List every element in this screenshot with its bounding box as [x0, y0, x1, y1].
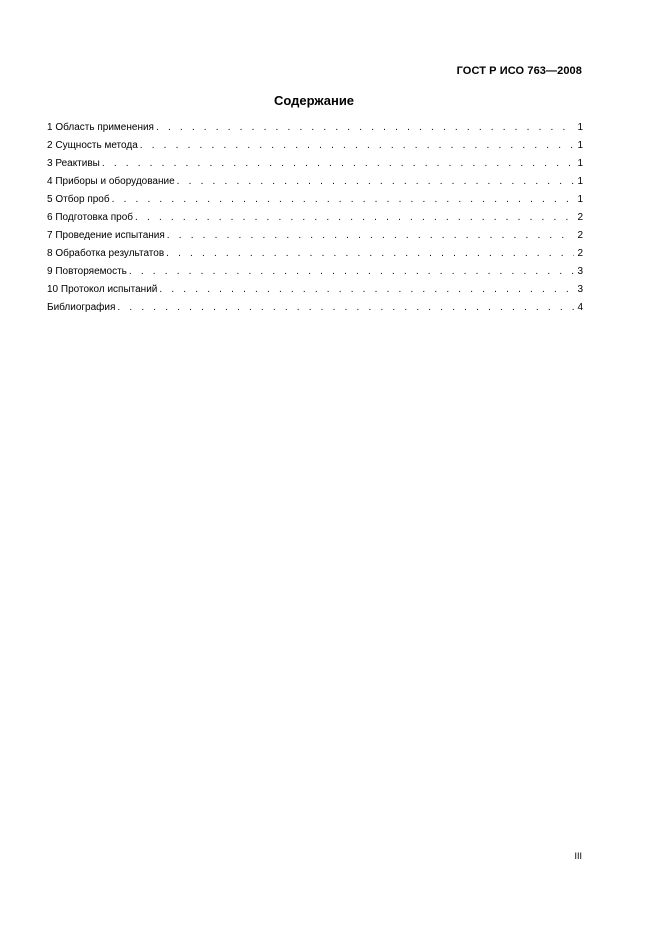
toc-entry-number: 1 [47, 122, 56, 133]
toc-entry-label: Проведение испытания [55, 230, 165, 241]
toc-entry-number: 9 [47, 266, 56, 277]
toc-entry-number: 10 [47, 284, 61, 295]
toc-entry-page: 3 [577, 266, 583, 277]
toc-title: Содержание [273, 93, 355, 108]
toc-entry-number: 7 [47, 230, 56, 241]
toc-entry-label: Реактивы [55, 158, 100, 169]
toc-dot-leader [159, 281, 574, 299]
toc-entry-page: 2 [577, 212, 583, 223]
toc-dot-leader [177, 173, 574, 191]
toc-entry-scope[interactable] [47, 119, 583, 137]
toc-entry-results[interactable] [47, 245, 583, 263]
toc-dot-leader [102, 155, 574, 173]
toc-dot-leader [135, 209, 574, 227]
toc-entry-page: 4 [577, 302, 583, 313]
toc-entry-apparatus[interactable] [47, 173, 583, 191]
toc-entry-sampling[interactable] [47, 191, 583, 209]
toc-dot-leader [117, 299, 574, 317]
toc-entry-page: 2 [577, 248, 583, 259]
toc-entry-repeatability[interactable] [47, 263, 583, 281]
toc-dot-leader [156, 119, 574, 137]
toc-entry-label: Протокол испытаний [60, 284, 158, 295]
toc-entry-number: 8 [47, 248, 56, 259]
toc-entry-sample-preparation[interactable] [47, 209, 583, 227]
toc-entry-label: Отбор проб [55, 194, 110, 205]
toc-entry-bibliography[interactable] [47, 299, 583, 317]
toc-entry-page: 1 [577, 140, 583, 151]
toc-entry-label: Подготовка проб [55, 212, 134, 223]
toc-entry-page: 1 [577, 176, 583, 187]
toc-entry-page: 2 [577, 230, 583, 241]
toc-entry-number: 6 [47, 212, 56, 223]
toc-dot-leader [166, 245, 574, 263]
toc-entry-label: Область применения [55, 122, 154, 133]
toc-dot-leader [112, 191, 574, 209]
toc-entry-page: 1 [577, 158, 583, 169]
toc-dot-leader [167, 227, 574, 245]
toc-entry-number: 4 [47, 176, 56, 187]
toc-dot-leader [140, 137, 574, 155]
toc-entry-number: 3 [47, 158, 56, 169]
toc-entry-label: Приборы и оборудование [55, 176, 175, 187]
table-of-contents [47, 119, 583, 317]
toc-entry-number: 5 [47, 194, 56, 205]
toc-entry-principle[interactable] [47, 137, 583, 155]
toc-entry-number: 2 [47, 140, 56, 151]
toc-entry-label: Повторяемость [55, 266, 127, 277]
toc-entry-test-report[interactable] [47, 281, 583, 299]
toc-entry-label: Сущность метода [55, 140, 138, 151]
toc-entry-procedure[interactable] [47, 227, 583, 245]
toc-entry-label: Библиография [47, 302, 116, 313]
document-code: ГОСТ Р ИСО 763—2008 [456, 65, 582, 77]
toc-entry-page: 1 [577, 122, 583, 133]
toc-entry-label: Обработка результатов [55, 248, 165, 259]
toc-dot-leader [129, 263, 574, 281]
toc-entry-page: 1 [577, 194, 583, 205]
page-number: III [574, 851, 582, 861]
toc-entry-page: 3 [577, 284, 583, 295]
toc-entry-reagents[interactable] [47, 155, 583, 173]
